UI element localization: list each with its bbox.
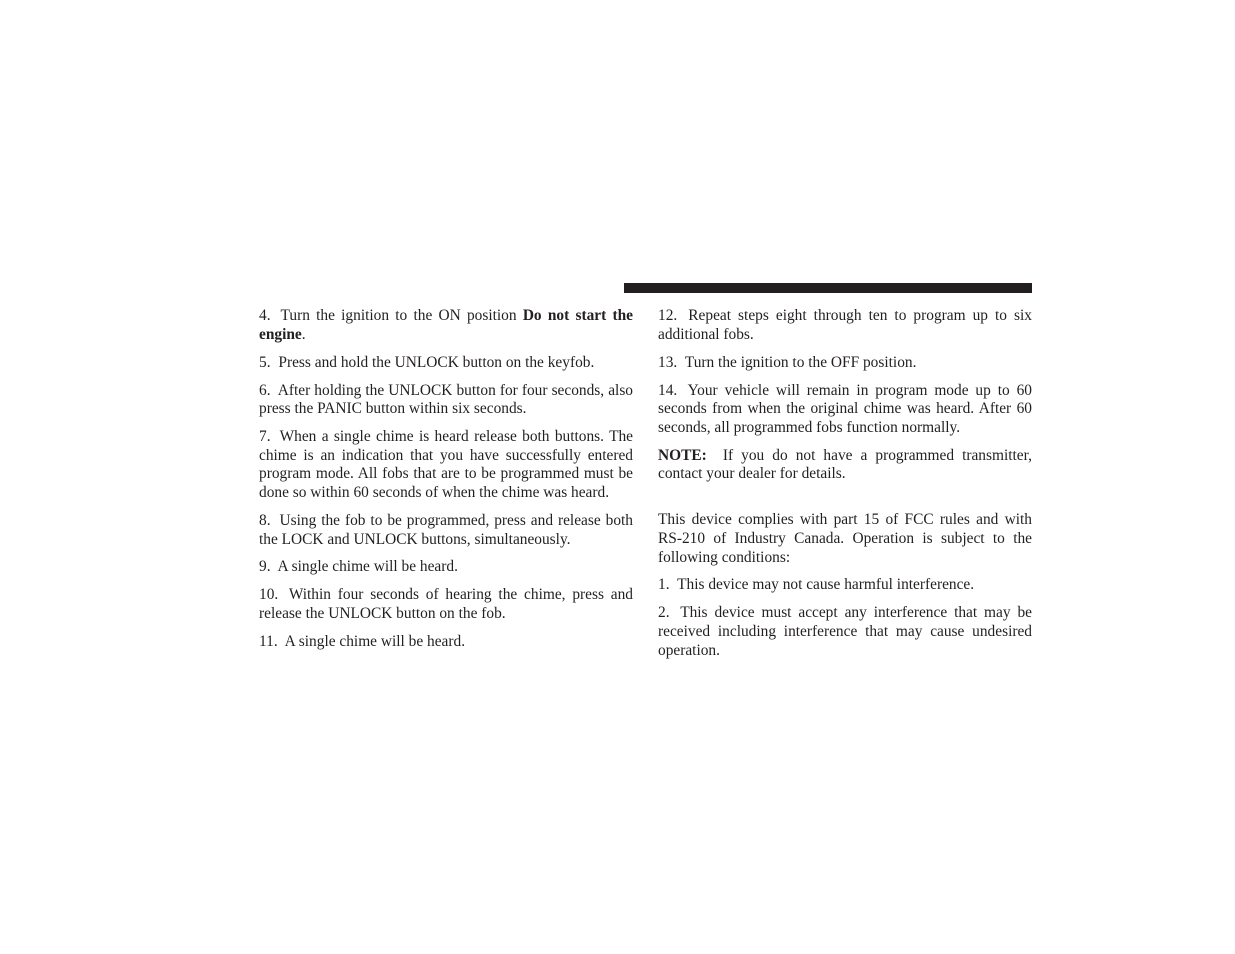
compliance-intro: This device complies with part 15 of FCC rules and with RS-210 of Industry Canada. Operation is subject to the following conditions:: [658, 511, 1032, 566]
step-number: 8.: [259, 511, 271, 529]
step-text: When a single chime is heard release both buttons. The chime is an indication that you have successfully entered program mode. All fobs that are to be programmed must be done so within 60 seconds of when the chime was heard.: [259, 428, 633, 501]
condition-1: [658, 576, 1032, 595]
step-number: 5.: [259, 353, 271, 371]
step-6: [259, 382, 633, 419]
step-number: 14.: [658, 381, 678, 399]
condition-number: 1.: [658, 576, 670, 594]
step-text: Turn the ignition to the ON position: [280, 307, 517, 324]
step-5: [259, 354, 633, 373]
step-text: After holding the UNLOCK button for four seconds, also press the PANIC button within six seconds.: [259, 381, 633, 418]
note-label: NOTE:: [658, 446, 707, 464]
step-number: 7.: [259, 428, 271, 446]
step-text: Within four seconds of hearing the chime, press and release the UNLOCK button on the fob.: [259, 586, 634, 623]
condition-number: 2.: [658, 604, 670, 622]
step-number: 9.: [259, 558, 271, 576]
step-number: 10.: [259, 586, 279, 604]
step-number: 6.: [259, 381, 271, 399]
step-text: A single chime will be heard.: [284, 633, 466, 651]
left-column: [259, 307, 633, 661]
note: [658, 447, 1032, 484]
step-text: Turn the ignition to the OFF position.: [684, 353, 917, 371]
step-text: Using the fob to be programmed, press and release both the LOCK and UNLOCK buttons, simultaneously.: [259, 511, 633, 548]
step-number: 11.: [259, 633, 278, 651]
section-gap: [658, 493, 1032, 511]
step-warning: Do not start the engine: [259, 307, 633, 343]
step-11: [259, 633, 633, 652]
step-12: [658, 307, 1032, 344]
step-text: Press and hold the UNLOCK button on the keyfob.: [278, 353, 595, 371]
step-text: Your vehicle will remain in program mode up to 60 seconds from when the original chime was heard. After 60 seconds, all programmed fobs function normally.: [658, 381, 1032, 436]
step-text: Repeat steps eight through ten to program up to six additional fobs.: [658, 307, 1032, 343]
condition-text: This device must accept any interference that may be received including interference that may cause undesired operation.: [658, 604, 1032, 659]
right-column: [658, 307, 1032, 670]
step-4: [259, 307, 633, 344]
step-end: .: [301, 325, 306, 343]
condition-2: [658, 604, 1032, 660]
step-number: 4.: [259, 307, 271, 324]
step-text: A single chime will be heard.: [277, 558, 458, 576]
step-13: [658, 354, 1032, 373]
step-8: [259, 512, 633, 549]
step-9: [259, 558, 633, 577]
step-10: [259, 586, 633, 623]
note-text: If you do not have a programmed transmitter, contact your dealer for details.: [658, 446, 1032, 483]
step-14: [658, 382, 1032, 438]
step-number: 12.: [658, 307, 678, 324]
section-header-bar: [624, 283, 1032, 293]
step-7: [259, 428, 633, 502]
step-number: 13.: [658, 353, 678, 371]
condition-text: This device may not cause harmful interference.: [677, 576, 975, 594]
